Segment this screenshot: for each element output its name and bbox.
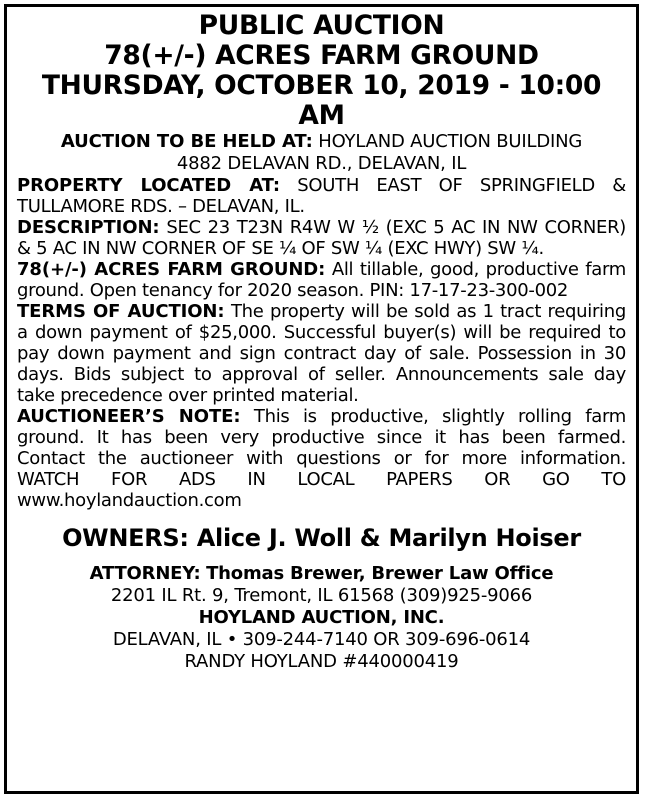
- headline-acres: 78(+/-) ACRES FARM GROUND: [104, 40, 539, 71]
- headline-date: THURSDAY, OCTOBER 10, 2019 - 10:00 AM: [41, 70, 602, 131]
- note-paragraph: [17, 406, 626, 511]
- location-address: 4882 DELAVAN RD., DELAVAN, IL: [176, 153, 467, 174]
- description-label: DESCRIPTION:: [17, 217, 160, 238]
- location-text: HOYLAND AUCTION BUILDING: [318, 131, 583, 152]
- farm-text: All tillable, good, productive farm ground. Open tenancy for 2020 season. PIN: 17-17-23-300-002: [17, 259, 627, 301]
- headline-public-auction: PUBLIC AUCTION: [198, 10, 445, 41]
- company-contact: DELAVAN, IL • 309-244-7140 OR 309-696-0614: [112, 629, 531, 650]
- terms-paragraph: [17, 301, 626, 406]
- auctioneer-license: RANDY HOYLAND #440000419: [184, 651, 459, 672]
- note-label: AUCTIONEER’S NOTE:: [17, 406, 241, 427]
- auction-ad: [4, 4, 639, 794]
- attorney-label: ATTORNEY:: [89, 563, 201, 584]
- ad-content: [7, 7, 636, 673]
- attorney-line: [17, 563, 626, 585]
- terms-label: TERMS OF AUCTION:: [17, 301, 225, 322]
- company-name: HOYLAND AUCTION, INC.: [198, 607, 445, 628]
- farm-label: 78(+/-) ACRES FARM GROUND:: [17, 259, 326, 280]
- owners-line: OWNERS: Alice J. Woll & Marilyn Hoiser: [62, 524, 581, 552]
- location-label: AUCTION TO BE HELD AT:: [60, 131, 313, 152]
- attorney-name: Thomas Brewer, Brewer Law Office: [206, 563, 554, 584]
- description-text: SEC 23 T23N R4W W ½ (EXC 5 AC IN NW CORNER) & 5 AC IN NW CORNER OF SE ¼ OF SW ¼ (EXC HWY) SW ¼.: [17, 217, 627, 259]
- auction-location: [17, 131, 626, 153]
- farm-paragraph: [17, 259, 626, 301]
- terms-text: The property will be sold as 1 tract requiring a down payment of $25,000. Successful buyer(s) will be required to pay down payment and sign contract day of sale. Possession in 30 days. Bids subject to approval of seller. Announcements sale day take precedence over printed material.: [17, 301, 626, 406]
- property-paragraph: [17, 175, 626, 217]
- attorney-address: 2201 IL Rt. 9, Tremont, IL 61568 (309)925-9066: [110, 585, 533, 606]
- property-label: PROPERTY LOCATED AT:: [17, 175, 280, 196]
- note-text: This is productive, slightly rolling farm ground. It has been very productive since it has been farmed. Contact the auctioneer with questions or for more information. WATCH FOR ADS IN LOCAL PAPERS OR GO TO www.hoylandauction.com: [17, 406, 627, 511]
- property-text: SOUTH EAST OF SPRINGFIELD & TULLAMORE RDS. – DELAVAN, IL.: [17, 175, 626, 217]
- description-paragraph: [17, 217, 626, 259]
